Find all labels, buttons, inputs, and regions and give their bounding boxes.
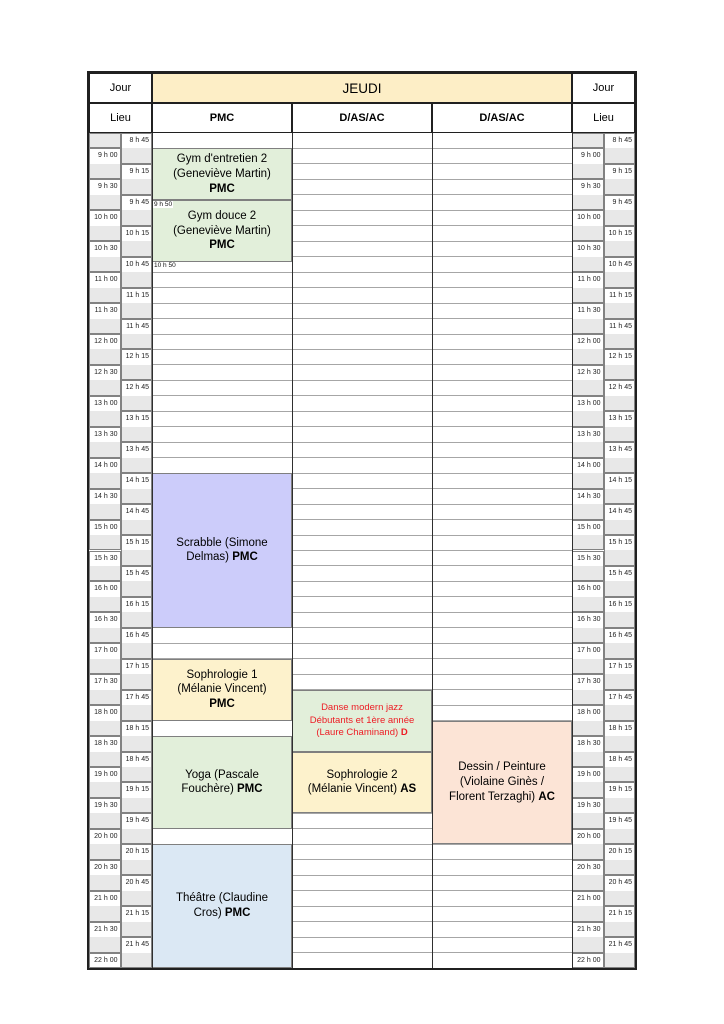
time-cell [89, 612, 121, 643]
time-label: 10 h 15 [122, 227, 152, 241]
activity-line: Sophrologie 2 [326, 768, 398, 781]
time-cell [572, 551, 604, 582]
time-cell [604, 844, 636, 875]
time-cell [89, 922, 121, 953]
time-label: 9 h 00 [573, 149, 603, 163]
time-label: 21 h 15 [605, 907, 635, 921]
day-header-right-cell: Jour [572, 73, 635, 103]
time-label: 10 h 00 [90, 211, 120, 225]
time-cell [89, 860, 121, 891]
time-label: 11 h 45 [605, 320, 635, 334]
time-label: 15 h 15 [605, 536, 635, 550]
time-cell-empty [89, 133, 121, 148]
time-cell [604, 813, 636, 844]
time-cell [572, 520, 604, 551]
time-label: 21 h 15 [122, 907, 152, 921]
activity-block-danse-modern-jazz [292, 690, 432, 752]
time-cell [604, 659, 636, 690]
time-label: 20 h 45 [605, 876, 635, 890]
time-label: 19 h 45 [605, 814, 635, 828]
time-cell [572, 829, 604, 860]
activity-line: PMC [209, 698, 235, 711]
time-cell [89, 829, 121, 860]
time-label: 21 h 00 [90, 892, 120, 906]
time-label: 10 h 15 [605, 227, 635, 241]
time-label: 20 h 00 [90, 830, 120, 844]
activity-block-gym-douce-2 [152, 200, 292, 262]
time-cell [89, 179, 121, 210]
time-cell [121, 257, 153, 288]
time-label: 18 h 45 [122, 753, 152, 767]
time-cell [604, 875, 636, 906]
grid-row-line [152, 287, 572, 288]
time-cell [89, 210, 121, 241]
time-cell [572, 458, 604, 489]
time-label: 20 h 45 [122, 876, 152, 890]
time-cell [121, 473, 153, 504]
time-cell [89, 551, 121, 582]
time-label: 16 h 00 [573, 582, 603, 596]
grid-row-line [152, 395, 572, 396]
time-label: 18 h 00 [573, 706, 603, 720]
schedule-table [87, 71, 637, 970]
time-cell [604, 257, 636, 288]
time-label: 11 h 15 [605, 289, 635, 303]
time-cell [572, 891, 604, 922]
time-cell [604, 226, 636, 257]
time-cell [572, 736, 604, 767]
activity-line: (Violaine Ginès / [459, 776, 545, 789]
time-cell [89, 427, 121, 458]
time-label: 12 h 30 [90, 366, 120, 380]
time-label: 22 h 00 [573, 954, 603, 967]
time-cell [121, 844, 153, 875]
time-cell [572, 334, 604, 365]
time-label: 15 h 45 [605, 567, 635, 581]
time-label: 14 h 30 [573, 490, 603, 504]
activity-line: Dessin / Peinture [458, 761, 546, 774]
time-cell [89, 365, 121, 396]
activity-line: (Geneviève Martin) [173, 167, 271, 180]
time-cell [604, 937, 636, 968]
time-label: 11 h 00 [90, 273, 120, 287]
time-label: 16 h 15 [122, 598, 152, 612]
time-label: 17 h 15 [605, 660, 635, 674]
time-cell [121, 380, 153, 411]
time-label: 19 h 00 [573, 768, 603, 782]
time-cell [89, 458, 121, 489]
time-cell [604, 690, 636, 721]
time-cell [121, 752, 153, 783]
time-label: 13 h 30 [573, 428, 603, 442]
time-label: 20 h 15 [605, 845, 635, 859]
activity-line: (Geneviève Martin) [173, 224, 271, 237]
column-header-d-as-ac-1: D/AS/AC [292, 103, 432, 133]
activity-block-sophrologie-2 [292, 752, 432, 814]
time-label: 16 h 45 [122, 629, 152, 643]
time-label: 10 h 45 [605, 258, 635, 272]
time-label: 12 h 00 [90, 335, 120, 349]
time-cell [604, 504, 636, 535]
time-cell [89, 148, 121, 179]
time-label: 19 h 15 [122, 783, 152, 797]
time-label: 22 h 00 [90, 954, 120, 967]
time-label: 21 h 30 [573, 923, 603, 937]
time-label: 14 h 45 [605, 505, 635, 519]
activity-block-gym-entretien-2 [152, 148, 292, 200]
time-cell [121, 690, 153, 721]
time-label: 15 h 30 [573, 552, 603, 566]
time-cell [121, 288, 153, 319]
time-label: 21 h 30 [90, 923, 120, 937]
activity-block-yoga [152, 736, 292, 829]
activity-line: (Mélanie Vincent) [177, 683, 267, 696]
time-cell [89, 303, 121, 334]
time-cell [89, 705, 121, 736]
time-label: 13 h 00 [573, 397, 603, 411]
activity-line: Gym douce 2 [187, 209, 257, 222]
activity-block-sophrologie-1 [152, 659, 292, 721]
time-label: 20 h 15 [122, 845, 152, 859]
time-cell [121, 937, 153, 968]
activity-block-scrabble [152, 473, 292, 628]
time-cell [572, 767, 604, 798]
time-cell [89, 953, 121, 968]
time-label: 12 h 30 [573, 366, 603, 380]
time-cell [572, 179, 604, 210]
time-mark: 10 h 50 [154, 262, 176, 270]
time-label: 12 h 15 [122, 350, 152, 364]
activity-line: Delmas) PMC [186, 551, 258, 564]
time-label: 17 h 30 [90, 675, 120, 689]
time-label: 19 h 00 [90, 768, 120, 782]
grid-row-line [152, 643, 572, 644]
column-border-line [292, 133, 293, 968]
time-label: 9 h 15 [122, 165, 152, 179]
time-label: 15 h 15 [122, 536, 152, 550]
time-cell [604, 133, 636, 164]
time-label: 17 h 30 [573, 675, 603, 689]
time-label: 20 h 00 [573, 830, 603, 844]
time-cell [121, 504, 153, 535]
time-cell [121, 226, 153, 257]
time-cell [604, 319, 636, 350]
activity-line: (Laure Chaminand) D [316, 726, 408, 738]
time-label: 12 h 15 [605, 350, 635, 364]
time-label: 16 h 30 [90, 613, 120, 627]
time-cell [604, 442, 636, 473]
grid-row-line [152, 318, 572, 319]
time-label: 13 h 30 [90, 428, 120, 442]
time-cell [121, 659, 153, 690]
time-label: 19 h 45 [122, 814, 152, 828]
time-label: 10 h 30 [573, 242, 603, 256]
time-label: 17 h 45 [122, 691, 152, 705]
time-cell [121, 411, 153, 442]
time-cell [604, 906, 636, 937]
time-cell [604, 752, 636, 783]
time-cell [121, 906, 153, 937]
time-cell [121, 133, 153, 164]
time-label: 16 h 00 [90, 582, 120, 596]
time-cell [572, 303, 604, 334]
time-cell [89, 891, 121, 922]
day-name-banner: JEUDI [152, 73, 572, 103]
time-label: 15 h 45 [122, 567, 152, 581]
time-label: 18 h 30 [573, 737, 603, 751]
time-cell [604, 411, 636, 442]
time-cell [604, 288, 636, 319]
time-cell [121, 782, 153, 813]
time-label: 14 h 15 [605, 474, 635, 488]
time-label: 17 h 15 [122, 660, 152, 674]
time-cell [121, 813, 153, 844]
time-cell [121, 535, 153, 566]
time-cell [572, 798, 604, 829]
time-label: 19 h 15 [605, 783, 635, 797]
time-cell [89, 396, 121, 427]
time-cell [604, 721, 636, 752]
grid-row-line [152, 426, 572, 427]
time-cell [89, 767, 121, 798]
time-label: 9 h 45 [122, 196, 152, 210]
time-label: 8 h 45 [122, 134, 152, 148]
grid-row-line [152, 272, 572, 273]
time-cell [572, 612, 604, 643]
column-border-line [432, 133, 433, 968]
time-label: 14 h 30 [90, 490, 120, 504]
time-cell [572, 674, 604, 705]
time-cell [89, 736, 121, 767]
time-label: 18 h 45 [605, 753, 635, 767]
time-label: 11 h 30 [573, 304, 603, 318]
day-header-left-cell: Jour [89, 73, 152, 103]
time-label: 18 h 15 [122, 722, 152, 736]
time-label: 13 h 15 [605, 412, 635, 426]
time-label: 21 h 45 [605, 938, 635, 952]
time-label: 20 h 30 [90, 861, 120, 875]
time-cell [89, 674, 121, 705]
time-label: 18 h 15 [605, 722, 635, 736]
time-cell [89, 241, 121, 272]
time-cell [604, 535, 636, 566]
time-cell [89, 798, 121, 829]
time-cell [121, 349, 153, 380]
grid-row-line [152, 411, 572, 412]
time-label: 11 h 15 [122, 289, 152, 303]
time-cell [604, 628, 636, 659]
time-label: 20 h 30 [573, 861, 603, 875]
time-label: 14 h 00 [90, 459, 120, 473]
time-cell [572, 241, 604, 272]
time-label: 19 h 30 [90, 799, 120, 813]
time-label: 13 h 15 [122, 412, 152, 426]
time-cell [121, 164, 153, 195]
time-cell [572, 396, 604, 427]
time-cell [121, 875, 153, 906]
time-label: 16 h 45 [605, 629, 635, 643]
time-cell [572, 148, 604, 179]
time-cell [604, 164, 636, 195]
time-label: 14 h 45 [122, 505, 152, 519]
time-cell [572, 365, 604, 396]
time-label: 11 h 30 [90, 304, 120, 318]
activity-line: Cros) PMC [193, 907, 251, 920]
time-cell [121, 195, 153, 226]
time-label: 9 h 15 [605, 165, 635, 179]
time-label: 9 h 00 [90, 149, 120, 163]
activity-line: Sophrologie 1 [186, 668, 258, 681]
time-cell [121, 319, 153, 350]
time-cell [572, 953, 604, 968]
activity-block-dessin-peinture [432, 721, 572, 845]
place-header-left-cell: Lieu [89, 103, 152, 133]
activity-line: PMC [209, 182, 235, 195]
time-cell [572, 922, 604, 953]
time-label: 18 h 00 [90, 706, 120, 720]
time-cell [604, 566, 636, 597]
time-label: 16 h 30 [573, 613, 603, 627]
time-label: 10 h 45 [122, 258, 152, 272]
activity-line: Débutants et 1ère année [309, 714, 415, 726]
time-label: 17 h 00 [573, 644, 603, 658]
time-cell [572, 272, 604, 303]
activity-block-theatre [152, 844, 292, 968]
time-label: 16 h 15 [605, 598, 635, 612]
time-label: 8 h 45 [605, 134, 635, 148]
time-cell [121, 442, 153, 473]
time-label: 15 h 00 [90, 521, 120, 535]
time-label: 14 h 15 [122, 474, 152, 488]
time-label: 14 h 00 [573, 459, 603, 473]
time-label: 15 h 30 [90, 552, 120, 566]
activity-line: Scrabble (Simone [176, 536, 268, 549]
time-cell [89, 520, 121, 551]
time-cell [604, 473, 636, 504]
time-label: 12 h 00 [573, 335, 603, 349]
time-cell [121, 597, 153, 628]
time-cell [604, 380, 636, 411]
time-cell [121, 721, 153, 752]
column-header-d-as-ac-2: D/AS/AC [432, 103, 572, 133]
time-mark: 9 h 50 [154, 200, 173, 208]
time-label: 11 h 00 [573, 273, 603, 287]
time-label: 13 h 45 [122, 443, 152, 457]
time-cell [604, 597, 636, 628]
time-grid [89, 133, 635, 968]
grid-row-line [152, 380, 572, 381]
activity-line: Florent Terzaghi) AC [449, 790, 555, 803]
column-header-pmc: PMC [152, 103, 292, 133]
time-label: 10 h 30 [90, 242, 120, 256]
activity-line: Fouchère) PMC [181, 783, 263, 796]
activity-line: Théâtre (Claudine [175, 892, 269, 905]
time-label: 9 h 30 [573, 180, 603, 194]
time-cell [121, 628, 153, 659]
time-cell [604, 195, 636, 226]
time-label: 17 h 00 [90, 644, 120, 658]
time-label: 17 h 45 [605, 691, 635, 705]
activity-line: Danse modern jazz [321, 702, 403, 714]
time-cell [89, 581, 121, 612]
time-label: 12 h 45 [605, 381, 635, 395]
time-cell [572, 427, 604, 458]
grid-row-line [152, 442, 572, 443]
time-cell [572, 210, 604, 241]
grid-row-line [152, 303, 572, 304]
time-label: 13 h 00 [90, 397, 120, 411]
time-label: 21 h 00 [573, 892, 603, 906]
time-label: 11 h 45 [122, 320, 152, 334]
time-cell [572, 705, 604, 736]
time-cell [604, 782, 636, 813]
time-label: 18 h 30 [90, 737, 120, 751]
time-label: 9 h 30 [90, 180, 120, 194]
activity-line: Gym d'entretien 2 [176, 153, 268, 166]
time-label: 10 h 00 [573, 211, 603, 225]
activity-line: Yoga (Pascale [185, 768, 259, 781]
time-label: 13 h 45 [605, 443, 635, 457]
time-cell [572, 643, 604, 674]
time-cell [572, 581, 604, 612]
time-label: 15 h 00 [573, 521, 603, 535]
column-border-line [152, 133, 153, 968]
time-label: 21 h 45 [122, 938, 152, 952]
activity-line: (Mélanie Vincent) AS [307, 783, 417, 796]
grid-row-line [152, 457, 572, 458]
time-label: 12 h 45 [122, 381, 152, 395]
time-cell [89, 272, 121, 303]
time-label: 19 h 30 [573, 799, 603, 813]
column-border-line [572, 133, 573, 968]
time-label: 9 h 45 [605, 196, 635, 210]
time-cell [572, 489, 604, 520]
time-cell [121, 566, 153, 597]
time-cell [89, 489, 121, 520]
time-cell [604, 349, 636, 380]
grid-row-line [152, 364, 572, 365]
time-cell [572, 860, 604, 891]
grid-row-line [152, 334, 572, 335]
time-cell [89, 643, 121, 674]
place-header-right-cell: Lieu [572, 103, 635, 133]
activity-line: PMC [209, 239, 235, 252]
time-cell-empty [572, 133, 604, 148]
time-cell [89, 334, 121, 365]
grid-row-line [152, 349, 572, 350]
